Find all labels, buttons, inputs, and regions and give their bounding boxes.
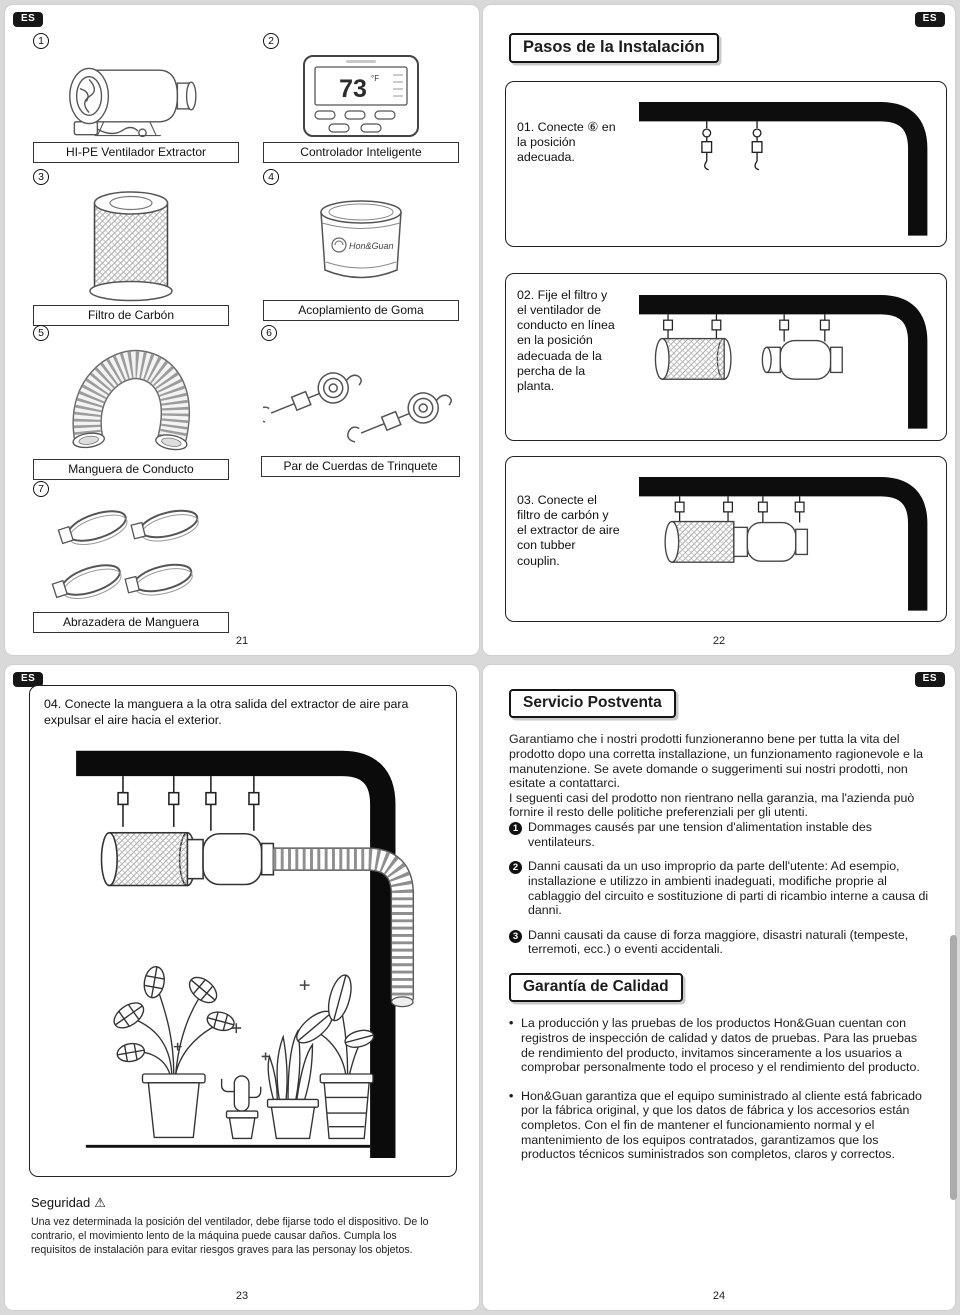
- duct-fan-icon: [33, 49, 239, 142]
- part-carbon-filter: [33, 169, 229, 321]
- language-badge: ES: [13, 12, 43, 27]
- rubber-coupling-icon: [263, 185, 459, 300]
- step-2-text: 02. Fije el filtro y el ventilador de conducto en línea en la posición adecuada de la percha de la planta.: [517, 288, 615, 393]
- part-label: Controlador Inteligente: [263, 142, 459, 163]
- exclusion-text: Dommages causés par une tension d'alimentation instable des ventilateurs.: [528, 820, 872, 849]
- controller-display: 73: [339, 74, 367, 103]
- section-title-installation-steps: Pasos de la Instalación: [509, 33, 719, 63]
- installation-step-2: [505, 273, 947, 441]
- duct-hose-icon: [33, 341, 229, 459]
- warranty-exclusion-1: [509, 820, 931, 849]
- language-badge: ES: [13, 672, 43, 687]
- bullet-icon: •: [509, 1016, 514, 1031]
- installation-step-1: [505, 81, 947, 247]
- tent-illustration-step-3: [639, 465, 939, 611]
- part-controller: [263, 33, 459, 163]
- security-heading: [31, 1195, 106, 1211]
- part-duct-hose: [33, 325, 229, 477]
- language-badge: ES: [915, 672, 945, 687]
- monstera-plant: [110, 965, 237, 1137]
- part-duct-fan: [33, 33, 239, 163]
- exclusion-text: Danni causati da un uso improprio da parte dell'utente: Ad esempio, installazione e utilizzo in ambienti inadeguati, modifiche proprie al cablaggio del circuito e sostituzione di parti di ricambio interne a causa di danni.: [528, 859, 929, 918]
- part-number-badge: 4: [263, 169, 279, 185]
- after-sales-paragraph-1: Garantiamo che i nostri prodotti funzioneranno bene per tutta la vita del prodotto dopo una corretta installazione, un funzionamento ragionevole e la manutenzione. Se avete domande o suggerimenti sui nostri prodotti, non esitate a contattarci.: [509, 732, 923, 791]
- page-21: [4, 4, 480, 656]
- installation-step-4: [29, 685, 457, 1177]
- page-number: 24: [712, 1290, 726, 1302]
- page-23: [4, 664, 480, 1311]
- snake-plant: [268, 1031, 319, 1138]
- page-number: 21: [235, 635, 249, 647]
- security-text: Una vez determinada la posición del ventilador, debe fijarse todo el dispositivo. De lo contrario, el movimiento lento de la máquina puede causar daños. Cumpla los requisitos de instalación para evitar riesgos graves para las personay los objetos.: [31, 1216, 429, 1256]
- part-number-badge: 3: [33, 169, 49, 185]
- part-number-badge: 5: [33, 325, 49, 341]
- part-label: HI-PE Ventilador Extractor: [33, 142, 239, 163]
- bullet-icon: •: [509, 1088, 514, 1103]
- step-3-text: 03. Conecte el filtro de carbón y el extractor de aire con tubber couplin.: [517, 493, 620, 568]
- quality-point-text: La producción y las pruebas de los productos Hon&Guan cuentan con registros de inspección de calidad y datos de pruebas. Para las pruebas de rendimiento del producto, invitamos sinceramente a los usuarios a comprobar personalmente todo el proceso y el rendimiento del producto.: [521, 1016, 920, 1075]
- ratchet-ropes-icon: [261, 341, 460, 456]
- quality-point-text: Hon&Guan garantiza que el equipo suministrado al cliente está fabricado por la fábrica original, y que los datos de fábrica y los accesorios están completos. Con el fin de mantener el funcionamiento normal y el mantenimiento de los equipos contratados, garantizamos que los productos técnicos suministrados son completos, claros y correctos.: [521, 1088, 922, 1162]
- part-number-badge: 6: [261, 325, 277, 341]
- part-number-badge: 1: [33, 33, 49, 49]
- part-label: Abrazadera de Manguera: [33, 612, 229, 633]
- tent-illustration-step-1: [639, 90, 939, 236]
- part-ratchet-ropes: [261, 325, 460, 477]
- exclusion-number-badge: 1: [509, 822, 522, 835]
- carbon-filter-icon: [33, 185, 229, 305]
- cactus-plant: [222, 1076, 261, 1139]
- after-sales-column: [509, 689, 931, 1176]
- section-title-quality-warranty: Garantía de Calidad: [509, 973, 683, 1002]
- part-number-badge: 2: [263, 33, 279, 49]
- hose-clamps-icon: [33, 497, 229, 612]
- scrollbar-thumb[interactable]: [950, 935, 957, 1200]
- part-number-badge: 7: [33, 481, 49, 497]
- exclusion-number-badge: 3: [509, 930, 522, 943]
- page-number: 22: [712, 635, 726, 647]
- exclusion-text: Danni causati da cause di forza maggiore, disastri naturali (tempeste, terremoti, ecc.) o eventi accidentali.: [528, 927, 909, 957]
- quality-point-2: [509, 1089, 931, 1162]
- coupling-brand-label: Hon&Guan: [349, 240, 394, 251]
- step-4-text: 04. Conecte la manguera a la otra salida del extractor de aire para expulsar el aire hacia el exterior.: [44, 697, 409, 727]
- tent-illustration-step-4: [72, 738, 424, 1158]
- smart-controller-icon: [263, 49, 459, 142]
- language-badge: ES: [915, 12, 945, 27]
- security-title: Seguridad: [31, 1195, 91, 1210]
- warning-icon: ⚠: [94, 1195, 106, 1210]
- warranty-exclusion-3: [509, 928, 931, 957]
- quality-point-1: [509, 1016, 931, 1075]
- page-24: [482, 664, 956, 1311]
- installation-step-3: [505, 456, 947, 622]
- section-title-after-sales: Servicio Postventa: [509, 689, 676, 718]
- warranty-exclusion-2: [509, 859, 931, 918]
- part-label: Manguera de Conducto: [33, 459, 229, 480]
- part-label: Par de Cuerdas de Trinquete: [261, 456, 460, 477]
- step-1-text: 01. Conecte ⑥ en la posición adecuada.: [517, 120, 616, 165]
- tent-illustration-step-2: [639, 282, 939, 430]
- after-sales-paragraph-2: I seguenti casi del prodotto non rientrano nella garanzia, ma l'azienda può fornire il resto delle politiche preferenziali per gli utenti.: [509, 790, 915, 820]
- part-label: Filtro de Carbón: [33, 305, 229, 326]
- part-label: Acoplamiento de Goma: [263, 300, 459, 321]
- page-22: [482, 4, 956, 656]
- part-hose-clamps: [33, 481, 229, 633]
- exclusion-number-badge: 2: [509, 861, 522, 874]
- page-number: 23: [235, 1290, 249, 1302]
- controller-unit: °F: [371, 73, 380, 83]
- part-rubber-coupling: [263, 169, 459, 321]
